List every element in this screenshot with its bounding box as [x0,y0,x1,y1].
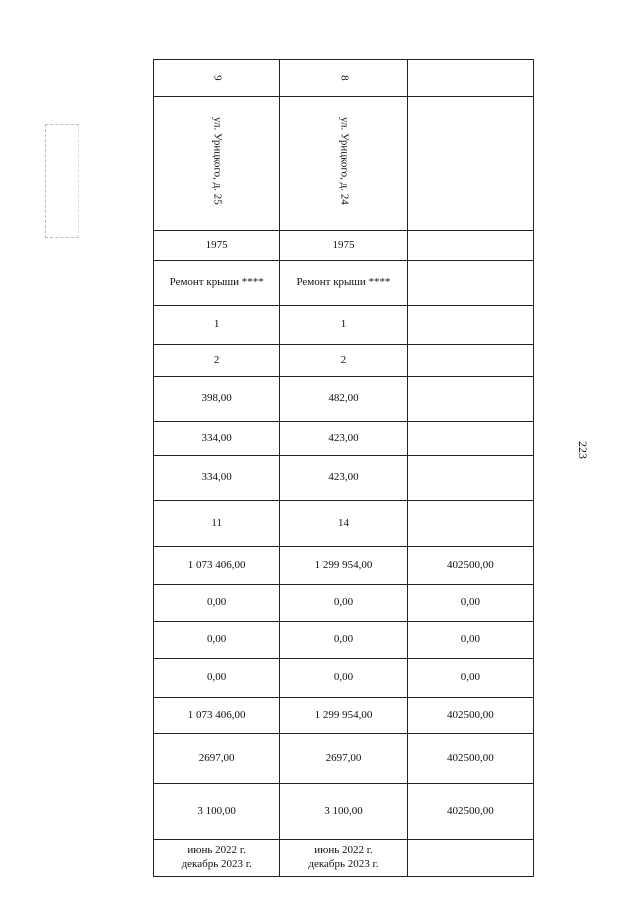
table-row-r11 [154,547,534,585]
table-cell [280,422,407,456]
cell-text: 1 073 406,00 [187,708,246,721]
cell-text: 0,00 [333,671,354,684]
table-cell [280,622,407,659]
table-row-col-number [154,60,534,97]
table-row-r7 [154,377,534,422]
table-row-address [154,97,534,231]
table-cell [154,60,280,97]
cell-text: 1 299 954,00 [314,708,373,721]
table-cell [407,784,533,840]
cell-text: 423,00 [328,471,359,484]
table-cell [154,261,280,306]
cell-text: Ремонт крыши **** [296,276,391,289]
cell-text: 334,00 [201,471,232,484]
cell-text: 1 073 406,00 [187,558,246,571]
table-cell [280,840,407,877]
cell-text: 2 [340,353,347,366]
table-row-r13 [154,622,534,659]
cell-text: 334,00 [201,431,232,444]
table-cell [154,501,280,547]
table-cell [280,547,407,585]
table-cell [280,659,407,698]
table-row-r14 [154,659,534,698]
page-number: 223 [576,441,590,459]
cell-text: 1 299 954,00 [314,558,373,571]
table-cell [154,97,280,231]
table-row-work-type [154,261,534,306]
cell-text: 0,00 [333,633,354,646]
table-cell [407,501,533,547]
table-cell [280,698,407,734]
cell-text: 0,00 [207,633,227,646]
table-cell [154,547,280,585]
table-cell [154,377,280,422]
table-cell [280,585,407,622]
cell-text: 1975 [205,238,228,251]
cell-text: 398,00 [201,392,232,405]
cell-text: 1975 [332,238,355,251]
table-cell [154,231,280,261]
table-cell [280,377,407,422]
table-cell [154,422,280,456]
cell-text: 0,00 [333,596,354,609]
table-cell [407,585,533,622]
table-row-r5 [154,306,534,345]
cell-text: 11 [211,516,222,529]
table-cell [407,456,533,501]
table-cell [407,377,533,422]
table-cell [280,231,407,261]
cell-text: 2 [213,353,220,366]
cell-text: Ремонт крыши **** [169,276,264,289]
table-cell [407,261,533,306]
cell-text: 0,00 [460,671,480,684]
cell-text: 8 [338,75,351,81]
table-cell [154,840,280,877]
cell-text: 482,00 [328,392,359,405]
cell-text: 0,00 [460,633,480,646]
table-cell [280,456,407,501]
cell-text: 1 [340,318,347,331]
table-cell [280,734,407,784]
cell-text: ул. Урицкого, д. 25 [211,117,224,205]
cell-text: 14 [337,516,349,529]
cell-text: июнь 2022 г. декабрь 2023 г. [181,844,252,870]
stamp-placeholder [45,124,79,238]
table-cell [154,622,280,659]
cell-text: 402500,00 [446,804,494,817]
cell-text: июнь 2022 г. декабрь 2023 г. [308,844,379,870]
cell-text: 2697,00 [325,751,362,764]
table-cell [154,306,280,345]
table-cell [407,698,533,734]
cell-text: ул. Урицкого, д. 24 [338,117,351,205]
table-cell [280,345,407,377]
table-row-r6 [154,345,534,377]
cell-text: 0,00 [460,596,480,609]
table-cell [154,698,280,734]
table-cell [280,501,407,547]
table-row-r16 [154,734,534,784]
data-table [153,59,534,877]
table-cell [407,659,533,698]
cell-text: 402500,00 [446,558,494,571]
table-cell [280,97,407,231]
table-cell [154,456,280,501]
table-cell [154,734,280,784]
table-row-r9 [154,456,534,501]
table-cell [407,60,533,97]
table-cell [280,784,407,840]
table-cell [407,306,533,345]
cell-text: 2697,00 [198,751,235,764]
table-cell [407,422,533,456]
table-cell [280,306,407,345]
table-row-period [154,840,534,877]
cell-text: 1 [213,318,220,331]
table-body [154,60,534,877]
table-row-r10 [154,501,534,547]
table-row-r17 [154,784,534,840]
table-cell [407,345,533,377]
table-row-r15 [154,698,534,734]
table-cell [154,585,280,622]
table-cell [407,622,533,659]
table-row-r12 [154,585,534,622]
cell-text: 423,00 [328,431,359,444]
table-cell [407,840,533,877]
cell-text: 3 100,00 [324,804,363,817]
cell-text: 402500,00 [446,751,494,764]
table-cell [280,60,407,97]
cell-text: 0,00 [207,596,227,609]
table-cell [407,547,533,585]
table-cell [154,659,280,698]
table-row-r8 [154,422,534,456]
cell-text: 402500,00 [446,708,494,721]
table-row-year [154,231,534,261]
table-cell [407,97,533,231]
table-cell [407,231,533,261]
table-cell [407,734,533,784]
table-cell [154,784,280,840]
cell-text: 0,00 [207,671,227,684]
cell-text: 9 [211,75,224,81]
cell-text: 3 100,00 [197,804,236,817]
table-cell [280,261,407,306]
table-cell [154,345,280,377]
